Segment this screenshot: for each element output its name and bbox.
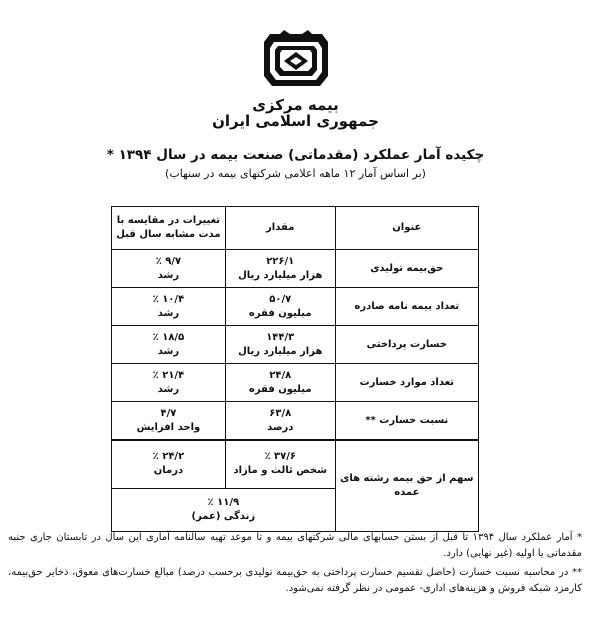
insurance-logo-icon xyxy=(260,28,332,90)
table-row xyxy=(112,402,479,441)
table-row xyxy=(112,250,479,288)
document-subtitle: (بر اساس آمار ۱۲ ماهه اعلامی شرکتهای بیمه در سنهاب) xyxy=(165,167,426,180)
row-change: ۱۰/۴ ٪ رشد xyxy=(112,288,226,326)
table-row xyxy=(112,364,479,402)
row-amount: ۲۴/۸ میلیون فقره xyxy=(225,364,335,402)
row-change: ۲۱/۴ ٪ رشد xyxy=(112,364,226,402)
share-item-life: ۱۱/۹ ٪ زندگی (عمر) xyxy=(112,488,336,531)
header-change: تغییرات در مقایسه با مدت مشابه سال قبل xyxy=(112,207,226,250)
share-row xyxy=(112,440,479,488)
stats-table xyxy=(111,206,479,532)
row-amount: ۲۲۶/۱ هزار میلیارد ریال xyxy=(225,250,335,288)
row-change: ۱۸/۵ ٪ رشد xyxy=(112,326,226,364)
document-title: چکیده آمار عملکرد (مقدماتی) صنعت بیمه در سال ۱۳۹۴ * xyxy=(106,147,485,163)
row-title: حق‌بیمه تولیدی xyxy=(335,250,478,288)
row-change: ۹/۷ ٪ رشد xyxy=(112,250,226,288)
org-name-line2: جمهوری اسلامی ایران xyxy=(212,112,379,130)
table-header-row xyxy=(112,207,479,250)
org-name-line1: بیمه مرکزی xyxy=(252,96,339,114)
logo xyxy=(0,28,591,90)
footnote-2: ** در محاسبه نسبت خسارت (حاصل تقسیم خسارت پرداختی به حق‌بیمه تولیدی برحسب درصد) مبالغ خسارت‌های معوق، ذخایر حق‌بیمه، کارمزد شبکه فروش و هزینه‌های اداری- عمومی در نظر گرفته نمی‌شود. xyxy=(8,567,582,594)
table-row xyxy=(112,288,479,326)
share-title: سهم از حق بیمه رشته های عمده xyxy=(335,440,478,532)
share-item-third-party: ۳۷/۶ ٪ شخص ثالث و مازاد xyxy=(225,440,335,488)
header-amount: مقدار xyxy=(225,207,335,250)
footnote-1: * آمار عملکرد سال ۱۳۹۴ تا قبل از بستن حسابهای مالی شرکتهای بیمه و تا موعد تهیه سالنامه آماری این سال در تابستان جاری جنبه مقدماتی یا اولیه (غیر نهایی) دارد. xyxy=(8,532,582,559)
row-title: خسارت پرداختی xyxy=(335,326,478,364)
row-title: نسبت خسارت ** xyxy=(335,402,478,441)
table-row xyxy=(112,326,479,364)
row-amount: ۶۳/۸ درصد xyxy=(225,402,335,441)
row-change: ۴/۷ واحد افزایش xyxy=(112,402,226,441)
share-item-health: ۲۴/۲ ٪ درمان xyxy=(112,440,226,488)
row-title: تعداد موارد خسارت xyxy=(335,364,478,402)
row-amount: ۱۴۴/۳ هزار میلیارد ریال xyxy=(225,326,335,364)
header-title: عنوان xyxy=(335,207,478,250)
row-amount: ۵۰/۷ میلیون فقره xyxy=(225,288,335,326)
row-title: تعداد بیمه نامه صادره xyxy=(335,288,478,326)
